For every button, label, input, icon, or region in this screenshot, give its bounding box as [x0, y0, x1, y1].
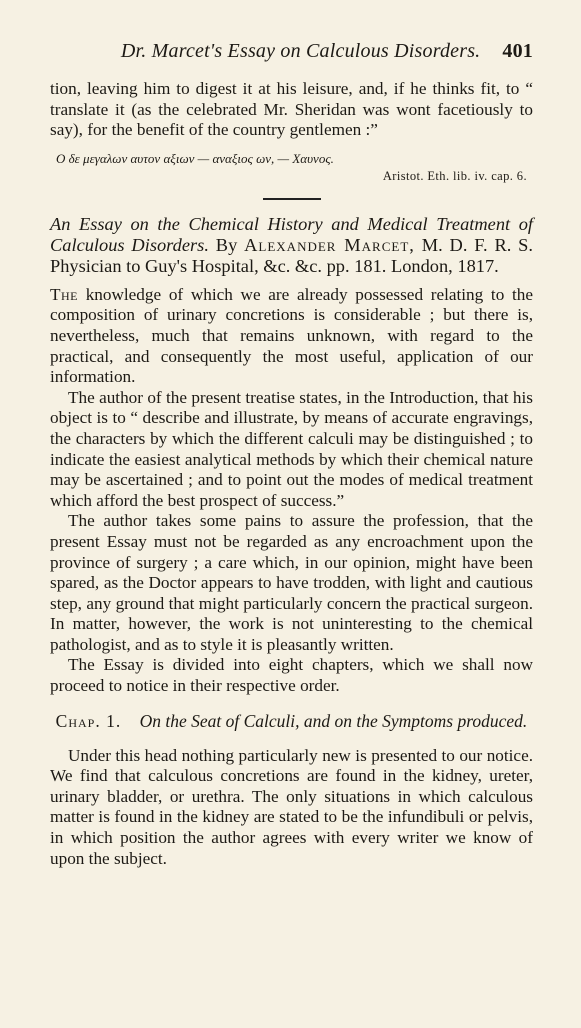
chapter-heading	[50, 711, 533, 732]
paragraph-1-text: knowledge of which we are already possessed relating to the composition of urinary concretions is considerable ; but there is, nevertheless, much that remains unknown, with regard to the practical, and consequently the most useful, application of our information.	[50, 284, 533, 387]
paragraph-3: The author takes some pains to assure the profession, that the present Essay must not be regarded as any encroachment upon the province of surgery ; a care which, in our opinion, might have been spared, as the Doctor appears to have trodden, with light and cautious step, any ground that might particularly concern the practical surgeon. In matter, however, the work is not uninteresting to the chemical pathologist, and as to style it is pleasantly written.	[50, 511, 533, 654]
review-author: Alexander Marcet,	[244, 234, 415, 255]
carryover-paragraph: tion, leaving him to digest it at his leisure, and, if he thinks fit, to “ translate it (as the celebrated Mr. Sheridan was wont facetiously to say), for the benefit of the country gentlemen :”	[50, 79, 533, 140]
paragraph-1-lead: The	[50, 284, 78, 304]
paragraph-4: The Essay is divided into eight chapters, which we shall now proceed to notice in their respective order.	[50, 655, 533, 696]
paragraph-2: The author of the present treatise states, in the Introduction, that his object is to “ describe and illustrate, by means of accurate engravings, the characters by which the different calculi may be distinguished ; to indicate the easiest analytical methods by which their chemical nature may be ascertained ; and to point out the modes of medical treatment which afford the best prospect of success.”	[50, 387, 533, 510]
running-head	[50, 40, 533, 63]
running-head-title: Dr. Marcet's Essay on Calculous Disorders.	[120, 40, 481, 62]
review-book-title: An Essay on the Chemical History and Medical Treatment of Calculous Disorders.	[50, 213, 533, 255]
chapter-title: On the Seat of Calculi, and on the Symptoms produced.	[139, 710, 528, 731]
quotation-citation: Aristot. Eth. lib. iv. cap. 6.	[382, 168, 527, 183]
chapter-label: Chap. 1.	[55, 710, 122, 731]
greek-quotation: Ο δε μεγαλων αυτον αξιων — αναξιος ων, — Χαυνος.	[56, 150, 334, 166]
review-details: M. D. F. R. S. Physician to Guy's Hospital, &c. &c. pp. 181. London, 1817.	[50, 234, 534, 276]
page-number: 401	[502, 40, 533, 62]
review-heading	[50, 214, 533, 277]
section-divider	[263, 198, 321, 200]
chapter-1-paragraph: Under this head nothing particularly new is presented to our notice. We find that calculous concretions are found in the kidney, ureter, urinary bladder, or urethra. The only situations in which calculous matter is found in the kidney are stated to be the infundibuli or pelvis, in which position the author agrees with every writer we know of upon the subject.	[50, 745, 533, 868]
paragraph-1	[50, 285, 533, 388]
review-by: By	[215, 234, 238, 255]
